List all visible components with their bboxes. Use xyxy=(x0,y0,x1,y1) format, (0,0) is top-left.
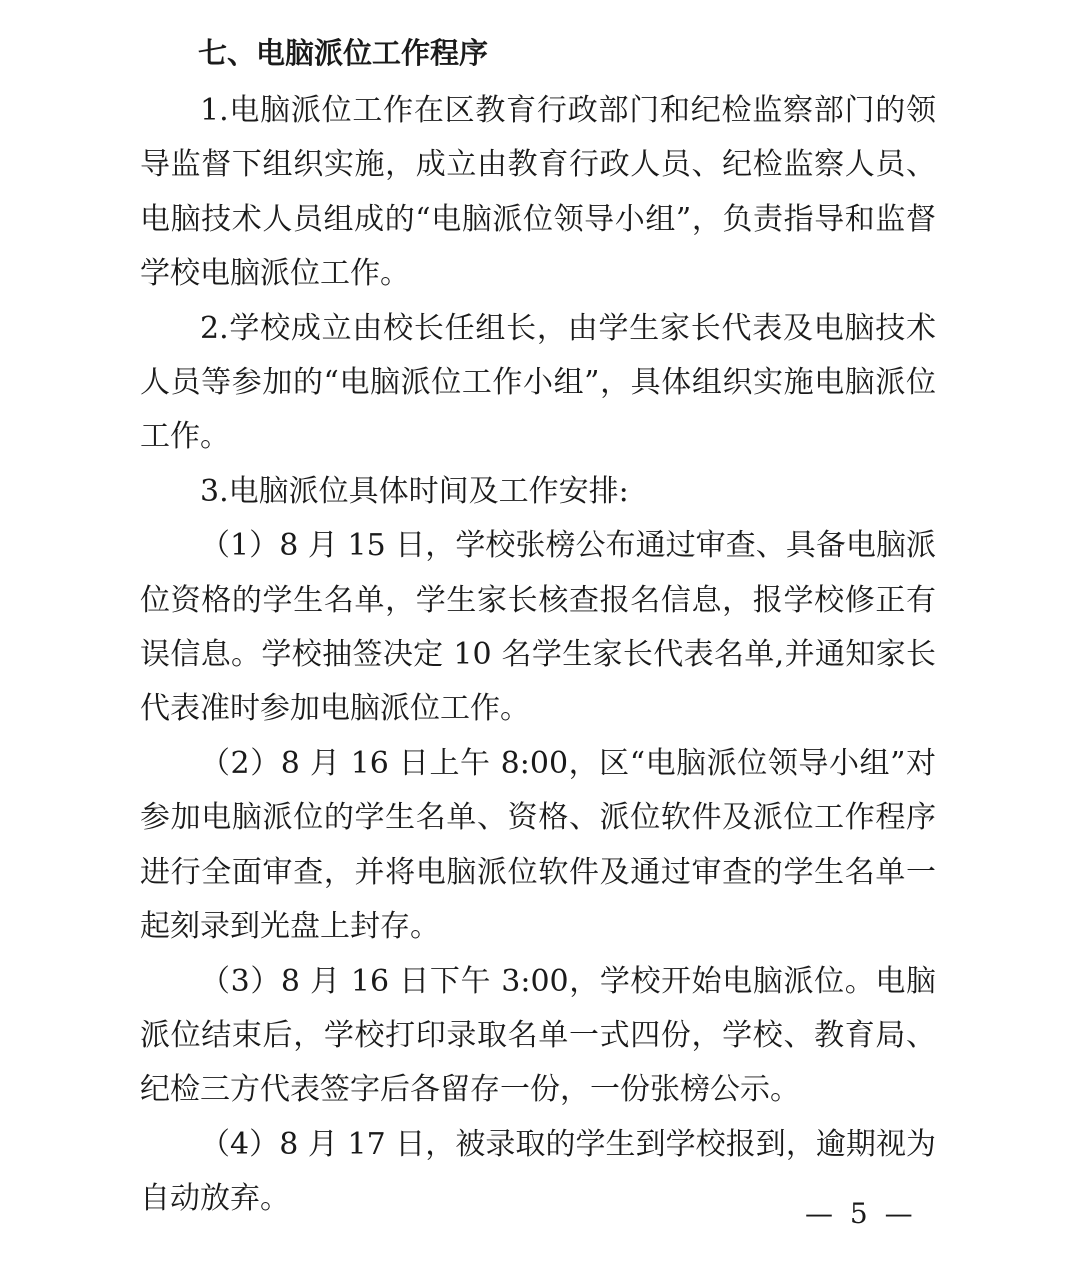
section-heading: 七、电脑派位工作程序 xyxy=(198,36,489,70)
page-number: — 5 — xyxy=(805,1197,917,1230)
paragraph-7: （4）8 月 17 日，被录取的学生到学校报到，逾期视为自动放弃。 xyxy=(140,1126,936,1217)
paragraph-2: 2.学校成立由校长任组长，由学生家长代表及电脑技术人员等参加的“电脑派位工作小组”，具体组织实施电脑派位工作。 xyxy=(140,310,936,455)
paragraph-4: （1）8 月 15 日，学校张榜公布通过审查、具备电脑派位资格的学生名单，学生家长核查报名信息，报学校修正有误信息。学校抽签决定 10 名学生家长代表名单,并通知家长代表准时参加电脑派位工作。 xyxy=(140,528,936,727)
paragraph-6: （3）8 月 16 日下午 3:00，学校开始电脑派位。电脑派位结束后，学校打印录取名单一式四份，学校、教育局、纪检三方代表签字后各留存一份，一份张榜公示。 xyxy=(140,963,936,1108)
paragraph-3: 3.电脑派位具体时间及工作安排: xyxy=(200,473,629,509)
paragraph-5: （2）8 月 16 日上午 8:00，区“电脑派位领导小组”对参加电脑派位的学生名单、资格、派位软件及派位工作程序进行全面审查，并将电脑派位软件及通过审查的学生名单一起刻录到光盘上封存。 xyxy=(140,745,936,945)
body-text xyxy=(140,84,936,1227)
paragraph-1: 1.电脑派位工作在区教育行政部门和纪检监察部门的领导监督下组织实施，成立由教育行政人员、纪检监察人员、电脑技术人员组成的“电脑派位领导小组”，负责指导和监督学校电脑派位工作。 xyxy=(140,93,936,292)
